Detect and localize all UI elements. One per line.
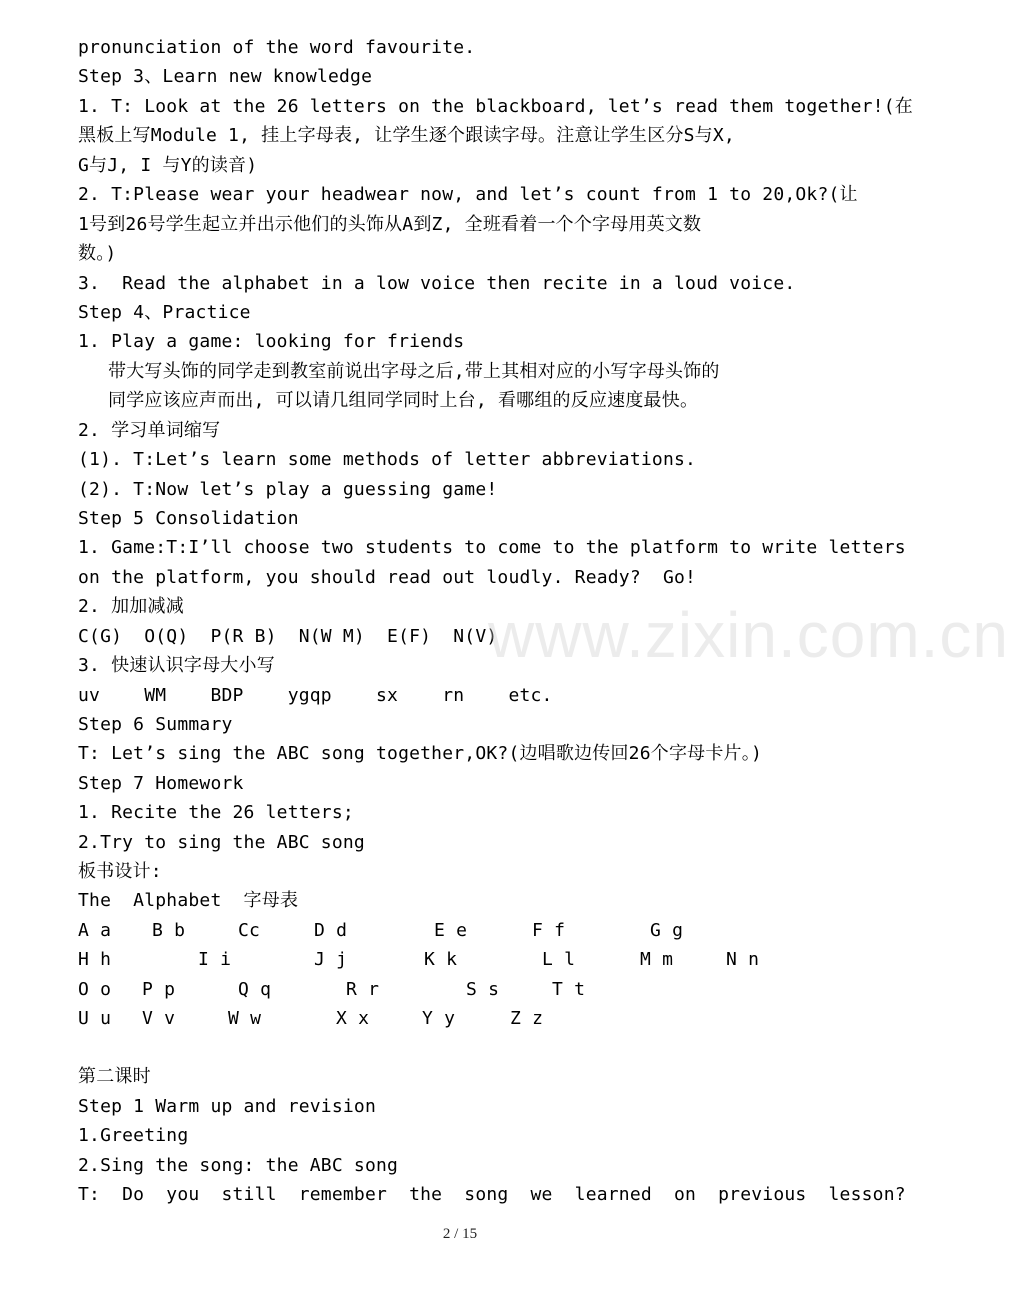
alphabet-row [78, 916, 910, 945]
text-line: 1号到26号学生起立并出示他们的头饰从A到Z, 全班看着一个个字母用英文数 [78, 214, 702, 235]
text-line: 1. Play a game: looking for friends [78, 331, 465, 352]
letter-pair: V v [142, 1008, 176, 1029]
letter-pair: F f [532, 920, 566, 941]
letter-pair: R r [346, 979, 380, 1000]
text-line: T: Let’s sing the ABC song together,OK?(边唱歌边传回26个字母卡片。) [78, 743, 762, 764]
letter-pair: X x [336, 1008, 370, 1029]
text-line: (1). T:Let’s learn some methods of letter abbreviations. [78, 449, 697, 470]
text-line: 1. T: Look at the 26 letters on the blackboard, let’s read them together!(在 [78, 96, 913, 117]
text-line: T: Do you still remember the song we learned on previous lesson? [78, 1184, 906, 1205]
letter-pair: D d [314, 920, 348, 941]
page-number: 2 / 15 [442, 1226, 478, 1242]
watermark: www.zixin.com.cn [488, 599, 1009, 671]
letter-pair: A a [78, 920, 112, 941]
alphabet-row [78, 945, 910, 974]
text-line: 1. Recite the 26 letters; [78, 802, 354, 823]
text-line: 1. Game:T:I’ll choose two students to come to the platform to write letters [78, 537, 906, 558]
text-line: uv WM BDP ygqp sx rn etc. [78, 685, 553, 706]
text-line: 数。) [78, 243, 117, 264]
letter-pair: J j [314, 949, 348, 970]
step-heading: Step 6 Summary [78, 714, 233, 735]
step-heading: Step 7 Homework [78, 773, 244, 794]
text-line: 2. 加加减减 [78, 596, 184, 617]
letter-pair: M m [640, 949, 674, 970]
text-line: C(G) O(Q) P(R B) N(W M) E(F) N(V) [78, 626, 498, 647]
letter-pair: Q q [238, 979, 272, 1000]
step-heading: Step 3、Learn new knowledge [78, 66, 373, 87]
text-line: 2.Sing the song: the ABC song [78, 1155, 399, 1176]
letter-pair: O o [78, 979, 112, 1000]
text-line: (2). T:Now let’s play a guessing game! [78, 479, 498, 500]
letter-pair: K k [424, 949, 458, 970]
letter-pair: S s [466, 979, 500, 1000]
letter-pair: G g [650, 920, 684, 941]
text-line: 黑板上写Module 1, 挂上字母表, 让学生逐个跟读字母。注意让学生区分S与X, [78, 125, 735, 146]
step-heading: Step 5 Consolidation [78, 508, 299, 529]
alphabet-row [78, 1004, 910, 1033]
text-line: 2.Try to sing the ABC song [78, 832, 365, 853]
letter-pair: L l [542, 949, 576, 970]
text-line: 2. 学习单词缩写 [78, 420, 221, 441]
letter-pair: I i [198, 949, 232, 970]
lesson-heading: 第二课时 [78, 1066, 151, 1087]
letter-pair: W w [228, 1008, 262, 1029]
alphabet-row [78, 975, 910, 1004]
text-line: The Alphabet 字母表 [78, 890, 299, 911]
letter-pair: Cc [238, 920, 261, 941]
text-line: pronunciation of the word favourite. [78, 37, 476, 58]
letter-pair: E e [434, 920, 468, 941]
text-line: 板书设计: [78, 861, 162, 882]
text-line: G与J, I 与Y的读音) [78, 155, 258, 176]
letter-pair: Y y [422, 1008, 456, 1029]
text-line: 2. T:Please wear your headwear now, and let’s count from 1 to 20,Ok?(让 [78, 184, 858, 205]
letter-pair: H h [78, 949, 112, 970]
text-line: 1.Greeting [78, 1125, 189, 1146]
text-line: 带大写头饰的同学走到教室前说出字母之后,带上其相对应的小写字母头饰的 [108, 361, 720, 382]
text-line: 3. 快速认识字母大小写 [78, 655, 275, 676]
text-line: 3. Read the alphabet in a low voice then recite in a loud voice. [78, 273, 796, 294]
text-line: on the platform, you should read out loudly. Ready? Go! [78, 567, 697, 588]
letter-pair: T t [552, 979, 586, 1000]
step-heading: Step 1 Warm up and revision [78, 1096, 376, 1117]
letter-pair: N n [726, 949, 760, 970]
letter-pair: U u [78, 1008, 112, 1029]
step-heading: Step 4、Practice [78, 302, 251, 323]
letter-pair: P p [142, 979, 176, 1000]
letter-pair: Z z [510, 1008, 544, 1029]
letter-pair: B b [152, 920, 186, 941]
text-line: 同学应该应声而出, 可以请几组同学同时上台, 看哪组的反应速度最快。 [108, 390, 699, 411]
